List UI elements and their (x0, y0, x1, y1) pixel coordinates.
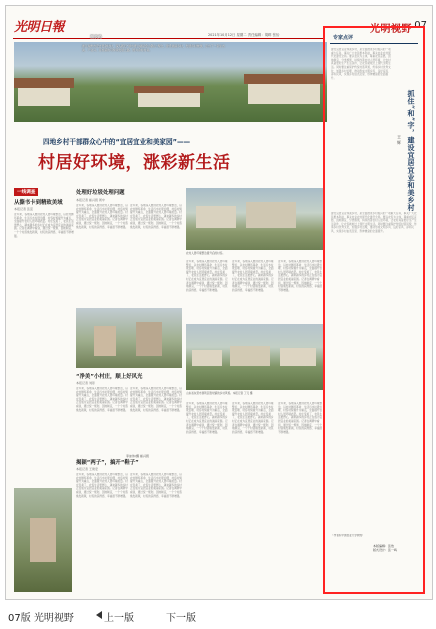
prev-arrow-icon[interactable] (96, 611, 102, 619)
column-4c-text: 近年来，各地深入推进农村人居环境整治，以农村厕所革命、生活污水垃圾治理、村容村貌提升为重点，全面提升农村人居环境质量。村庄变美了，农民生活更舒心，越来越多的乡村正在成为宜居宜业的美丽家园。记者在调研中看到，通过统一规划、因地制宜，一个个村落焕发新颜，村民的获得感、幸福感不断增强。 (278, 402, 323, 434)
photo-person-shape (136, 322, 162, 356)
photo-roof-shape (244, 74, 324, 84)
column-2-title[interactable]: 处理好垃圾处理问题 (76, 190, 125, 196)
column-3-title[interactable]: “净美”小村庄，顺上好风光 (76, 374, 143, 380)
village-photo-3[interactable] (76, 308, 182, 368)
photo-credit: 李泳伟/摄 崔兴毅 (126, 454, 149, 458)
main-page-area (8, 8, 327, 595)
column-4-text: 近年来，各地深入推进农村人居环境整治，以农村厕所革命、生活污水垃圾治理、村容村貌提升为重点，全面提升农村人居环境质量。村庄变美了，农民生活更舒心，越来越多的乡村正在成为宜居宜业的美丽家园。记者在调研中看到，通过统一规划、因地制宜，一个个村落焕发新颜，村民的获得感、幸福感不断增强。 (186, 402, 228, 434)
column-4-byline: 本报记者 王建宏 (76, 467, 98, 471)
next-page-link[interactable]: 下一版 (166, 613, 196, 624)
section-title: 光明视野 (370, 24, 412, 35)
sidebar-rule (330, 43, 418, 44)
masthead-logo: 光明日報 (14, 20, 65, 35)
dateline: 2021年10月12日 星期二 责任编辑：胡畔 张怡 (208, 33, 280, 37)
photo-caption: 浙江湖州市安吉县余村村，深入践行“绿水青山就是金山银山”理念，建设美丽乡村，发展乡村旅游，走出了一条生态美、产业兴、百姓富的可持续发展之路。图为余村村景。 (82, 44, 225, 52)
column-3-text: 近年来，各地深入推进农村人居环境整治，以农村厕所革命、生活污水垃圾治理、村容村貌提升为重点，全面提升农村人居环境质量。村庄变美了，农民生活更舒心，越来越多的乡村正在成为宜居宜业的美丽家园。记者在调研中看到，通过统一规划、因地制宜，一个个村落焕发新颜，村民的获得感、幸福感不断增强。 (186, 260, 228, 292)
article-headline[interactable]: 村居好环境，涨彩新生活 (38, 153, 231, 173)
column-3c-text: 近年来，各地深入推进农村人居环境整治，以农村厕所革命、生活污水垃圾治理、村容村貌提升为重点，全面提升农村人居环境质量。村庄变美了，农民生活更舒心，越来越多的乡村正在成为宜居宜业的美丽家园。记者在调研中看到，通过统一规划、因地制宜，一个个村落焕发新颜，村民的获得感、幸福感不断增强。 (278, 260, 323, 292)
column-1-title[interactable]: 从撕书卡到精致美域 (14, 200, 63, 206)
sidebar-byline: 王 辉 (397, 135, 402, 145)
sidebar-kicker: 专家点评 (333, 35, 354, 41)
photo-1-caption: 农村人居环境整治提升后的村容。 (186, 252, 225, 255)
column-4-title[interactable]: 揭颖“两子”，搞开“鞋子” (76, 460, 139, 466)
photo-person-shape (94, 326, 116, 356)
sidebar-title[interactable]: 抓住“和”字，建设宜居宜业和美乡村 (407, 90, 416, 212)
column-6b-text: 近年来，各地深入推进农村人居环境整治，以农村厕所革命、生活污水垃圾治理、村容村貌提升为重点，全面提升农村人居环境质量。村庄变美了，农民生活更舒心，越来越多的乡村正在成为宜居宜业的美丽家园。记者在调研中看到，通过统一规划、因地制宜，一个个村落焕发新颜，村民的获得感、幸福感不断增强。 (130, 473, 182, 498)
sidebar-author-note: （作者系中国农业大学教授） (331, 534, 365, 537)
column-3b-text: 近年来，各地深入推进农村人居环境整治，以农村厕所革命、生活污水垃圾治理、村容村貌提升为重点，全面提升农村人居环境质量。村庄变美了，农民生活更舒心，越来越多的乡村正在成为宜居宜业的美丽家园。记者在调研中看到，通过统一规划、因地制宜，一个个村落焕发新颜，村民的获得感、幸福感不断增强。 (232, 260, 274, 292)
article-kicker: 四地乡村干部群众心中的“宜居宜业和美家园”—— (43, 138, 191, 146)
photo-person-shape (30, 518, 56, 562)
photo-building-shape (196, 206, 236, 228)
page-navigation (0, 604, 436, 629)
photo-building-shape (230, 346, 270, 366)
photo-wall-shape (138, 93, 200, 107)
prev-page-link[interactable]: 上一版 (104, 613, 134, 624)
header-rule (13, 38, 324, 39)
photo-roof-shape (134, 86, 204, 93)
column-2b-text: 近年来，各地深入推进农村人居环境整治，以农村厕所革命、生活污水垃圾治理、村容村貌提升为重点，全面提升农村人居环境质量。村庄变美了，农民生活更舒心，越来越多的乡村正在成为宜居宜业的美丽家园。记者在调研中看到，通过统一规划、因地制宜，一个个村落焕发新颜，村民的获得感、幸福感不断增强。 (130, 204, 182, 229)
column-4b-text: 近年来，各地深入推进农村人居环境整治，以农村厕所革命、生活污水垃圾治理、村容村貌提升为重点，全面提升农村人居环境质量。村庄变美了，农民生活更舒心，越来越多的乡村正在成为宜居宜业的美丽家园。记者在调研中看到，通过统一规划、因地制宜，一个个村落焕发新颜，村民的获得感、幸福感不断增强。 (232, 402, 274, 434)
village-photo-1[interactable] (186, 188, 324, 250)
sidebar-body: 建设宜居宜业和美乡村，是全面推进乡村振兴的一项重大任务，事关广大农民根本利益，事关农业农村现代化建设全局。要以农民为主体，尊重农民意愿，因地制宜，分类施策，持续改善农村人居环境，让农村具备更好生产生活条件，让农民就地过上现代文明生活。同时要注重保护传统村落风貌，传承乡村优秀文化，加强乡村治理，推动形成文明乡风、良好家风、淳朴民风，实现乡村由表及里、形神兼备的全面提升。 (331, 212, 417, 233)
village-photo-4[interactable] (14, 488, 72, 592)
column-6-text: 近年来，各地深入推进农村人居环境整治，以农村厕所革命、生活污水垃圾治理、村容村貌提升为重点，全面提升农村人居环境质量。村庄变美了，农民生活更舒心，越来越多的乡村正在成为宜居宜业的美丽家园。记者在调研中看到，通过统一规划、因地制宜，一个个村落焕发新颜，村民的获得感、幸福感不断增强。 (76, 473, 128, 498)
column-label: 一线调查 (14, 188, 38, 196)
sidebar-body-top: 建设宜居宜业和美乡村，是全面推进乡村振兴的一项重大任务，事关广大农民根本利益，事关农业农村现代化建设全局。要以农民为主体，尊重农民意愿，因地制宜，分类施策，持续改善农村人居环境，让农村具备更好生产生活条件，让农民就地过上现代文明生活。同时要注重保护传统村落风貌，传承乡村优秀文化，加强乡村治理，推动形成文明乡风、良好家风、淳朴民风，实现乡村由表及里、形神兼备的全面提升。 (331, 48, 391, 80)
photo-building-shape (280, 348, 316, 366)
column-5-text: 近年来，各地深入推进农村人居环境整治，以农村厕所革命、生活污水垃圾治理、村容村貌提升为重点，全面提升农村人居环境质量。村庄变美了，农民生活更舒心，越来越多的乡村正在成为宜居宜业的美丽家园。记者在调研中看到，通过统一规划、因地制宜，一个个村落焕发新颜，村民的获得感、幸福感不断增强。 (76, 387, 128, 412)
photo-wall-shape (248, 84, 320, 104)
column-2-byline: 本报记者 崔兴毅 周中 (76, 198, 105, 202)
photo-roof-shape (14, 78, 74, 88)
photo-wall-shape (18, 88, 70, 106)
column-1-byline: 本报记者 张蕊 (14, 207, 33, 211)
photo-building-shape (192, 350, 222, 366)
column-2-text: 近年来，各地深入推进农村人居环境整治，以农村厕所革命、生活污水垃圾治理、村容村貌提升为重点，全面提升农村人居环境质量。村庄变美了，农民生活更舒心，越来越多的乡村正在成为宜居宜业的美丽家园。记者在调研中看到，通过统一规划、因地制宜，一个个村落焕发新颜，村民的获得感、幸福感不断增强。 (76, 204, 128, 229)
column-5b-text: 近年来，各地深入推进农村人居环境整治，以农村厕所革命、生活污水垃圾治理、村容村貌提升为重点，全面提升农村人居环境质量。村庄变美了，农民生活更舒心，越来越多的乡村正在成为宜居宜业的美丽家园。记者在调研中看到，通过统一规划、因地制宜，一个个村落焕发新颜，村民的获得感、幸福感不断增强。 (130, 387, 182, 412)
page-number: 07 (414, 20, 427, 31)
photo-building-shape (246, 202, 296, 228)
photo-title: 福泉路 (90, 34, 102, 39)
editor-credits: 本版编辑：张怡 版式设计：张一鸣 (373, 544, 398, 552)
column-1-text: 近年来，各地深入推进农村人居环境整治，以农村厕所革命、生活污水垃圾治理、村容村貌提升为重点，全面提升农村人居环境质量。村庄变美了，农民生活更舒心，越来越多的乡村正在成为宜居宜业的美丽家园。记者在调研中看到，通过统一规划、因地制宜，一个个村落焕发新颜，村民的获得感、幸福感不断增强。 (14, 213, 74, 238)
column-3-byline: 本报记者 刘彤 (76, 381, 95, 385)
current-page-label: 07版 光明视野 (8, 613, 74, 624)
village-photo-2[interactable] (186, 324, 324, 390)
photo-2-caption: 山东省东营市垦利区胜坨镇的乡村风貌。本报记者 丁元 摄 (186, 392, 253, 395)
